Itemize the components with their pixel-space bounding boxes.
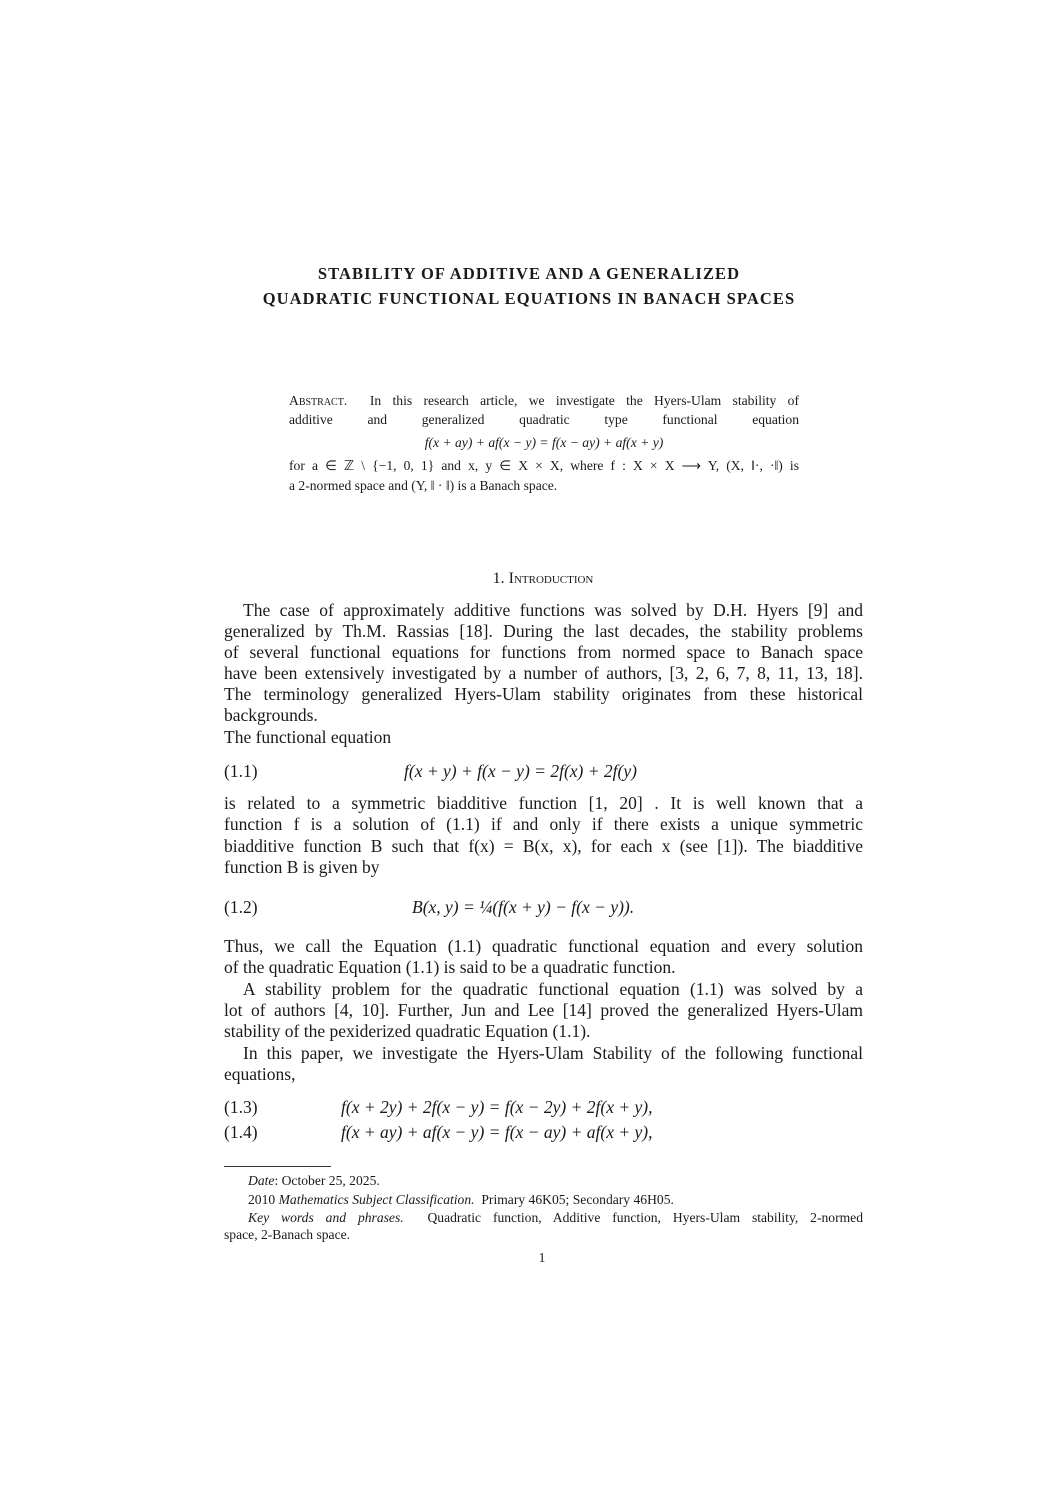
equation: f(x + ay) + af(x − y) = f(x − ay) + af(x + y), [341,1122,653,1142]
page-number: 1 [538,1250,546,1265]
equation-number: (1.1) [224,761,258,781]
body-text-line: is related to a symmetric biadditive function [1, 20] . It is well known that a [224,793,863,813]
footnote-keywords [224,1210,863,1226]
body-text-line: lot of authors [4, 10]. Further, Jun and Lee [14] proved the generalized Hyers-Ulam [224,1000,863,1020]
abstract-line: a 2-normed space and (Y, ‖ · ‖) is a Banach space. [289,478,558,493]
paper-title-line-1: STABILITY OF ADDITIVE AND A GENERALIZED [317,264,741,283]
body-text-line: Thus, we call the Equation (1.1) quadratic functional equation and every solution [224,936,863,956]
date-label: Date [248,1173,275,1188]
section-heading [0,570,1058,588]
body-text-line: of several functional equations for functions from normed space to Banach space [224,642,863,662]
msc-label: Mathematics Subject Classification. [278,1192,475,1207]
msc-value: Primary 46K05; Secondary 46H05. [481,1192,674,1207]
body-text-line: function B is given by [224,857,380,877]
footnote-keywords-cont: space, 2-Banach space. [224,1227,351,1242]
section-number: 1. [492,570,505,587]
abstract-line: additive and generalized quadratic type functional equation [289,412,799,427]
body-text-line: The functional equation [224,727,392,747]
equation: f(x + 2y) + 2f(x − y) = f(x − 2y) + 2f(x + y), [341,1097,653,1117]
body-text-line: function f is a solution of (1.1) if and only if there exists a unique symmetric [224,814,863,834]
equation-number: (1.3) [224,1097,258,1117]
date-value: : October 25, 2025. [274,1173,380,1188]
paper-title-line-2: QUADRATIC FUNCTIONAL EQUATIONS IN BANACH SPACES [262,289,796,308]
keywords-label: Key words and phrases. [248,1210,404,1225]
body-text-line: The terminology generalized Hyers-Ulam stability originates from these historical [224,684,863,704]
body-text-line: The case of approximately additive functions was solved by D.H. Hyers [9] and [243,600,863,620]
section-title: Introduction [508,570,594,587]
body-text-line: of the quadratic Equation (1.1) is said to be a quadratic function. [224,957,676,977]
abstract-line: for a ∈ ℤ \ {−1, 0, 1} and x, y ∈ X × X, where f : X × X ⟶ Y, (X, ‖·, ·‖) is [289,458,799,473]
abstract-label: Abstract. [289,393,348,408]
footnote-rule [224,1166,331,1167]
keywords-text: Quadratic function, Additive function, Hyers-Ulam stability, 2-normed [427,1210,864,1225]
footnote-msc [224,1192,863,1208]
body-text-line: backgrounds. [224,705,318,725]
equation-number: (1.4) [224,1122,258,1142]
body-text-line: stability of the pexiderized quadratic Equation (1.1). [224,1021,591,1041]
msc-year: 2010 [248,1192,276,1207]
body-text-line: A stability problem for the quadratic functional equation (1.1) was solved by a [243,979,863,999]
body-text-line: generalized by Th.M. Rassias [18]. During the last decades, the stability problems [224,621,863,641]
abstract-line [289,393,799,409]
equation-number: (1.2) [224,897,258,917]
abstract-text: In this research article, we investigate the Hyers-Ulam stability of [369,393,799,408]
body-text-line: have been extensively investigated by a number of authors, [3, 2, 6, 7, 8, 11, 13, 18]. [224,663,863,683]
body-text-line: equations, [224,1064,296,1084]
body-text-line: biadditive function B such that f(x) = B(x, x), for each x (see [1]). The biadditive [224,836,863,856]
footnote-date [224,1173,863,1189]
body-text-line: In this paper, we investigate the Hyers-Ulam Stability of the following functional [243,1043,863,1063]
abstract-equation: f(x + ay) + af(x − y) = f(x − ay) + af(x + y) [424,435,664,450]
equation: B(x, y) = ¼(f(x + y) − f(x − y)). [412,897,635,917]
equation: f(x + y) + f(x − y) = 2f(x) + 2f(y) [404,761,637,781]
